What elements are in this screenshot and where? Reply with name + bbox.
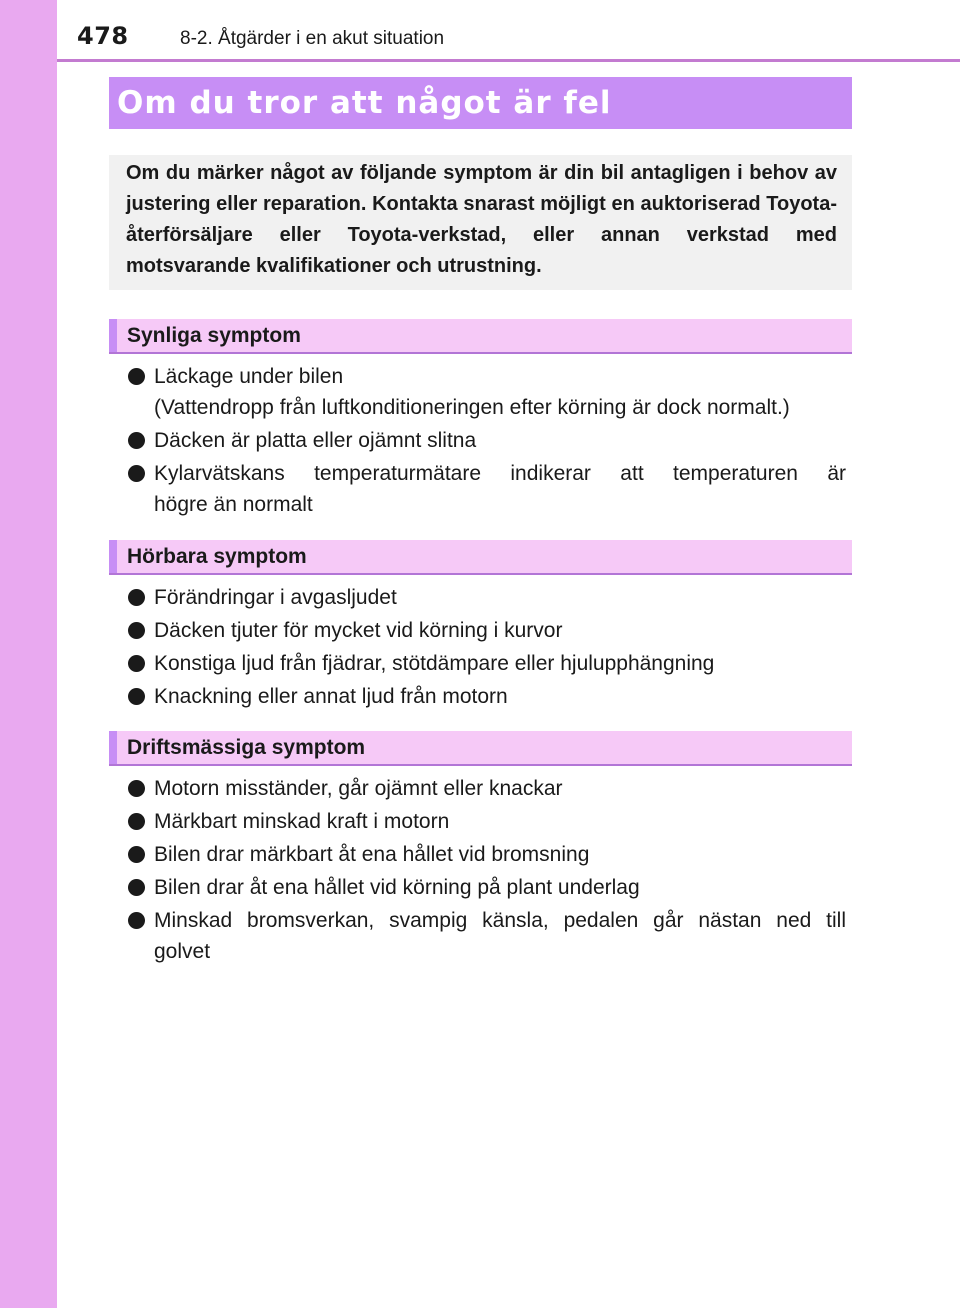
section-heading-audible-symptoms xyxy=(109,540,852,575)
bullet-icon xyxy=(128,589,145,606)
list-item xyxy=(128,806,846,837)
bullet-icon xyxy=(128,846,145,863)
bullet-icon xyxy=(128,879,145,896)
section-heading-label: Driftsmässiga symptom xyxy=(127,736,366,759)
list-item-text-continued: golvet xyxy=(154,940,211,963)
visible-symptoms-list xyxy=(128,361,846,522)
list-item-text: Bilen drar märkbart åt ena hållet vid bromsning xyxy=(154,843,590,866)
list-item-text: Förändringar i avgasljudet xyxy=(154,586,397,609)
list-item-text-continued: (Vattendropp från luftkonditioneringen efter körning är dock normalt.) xyxy=(154,396,790,419)
section-heading-visible-symptoms xyxy=(109,319,852,354)
list-item xyxy=(128,839,846,870)
list-item-text-continued: högre än normalt xyxy=(154,493,313,516)
list-item-text: Konstiga ljud från fjädrar, stötdämpare eller hjulupphängning xyxy=(154,652,715,675)
page-title-bar xyxy=(109,77,852,129)
intro-box xyxy=(109,155,852,290)
header-divider xyxy=(57,59,960,62)
section-heading-label: Synliga symptom xyxy=(127,324,301,347)
page-title: Om du tror att något är fel xyxy=(117,85,612,121)
bullet-icon xyxy=(128,368,145,385)
list-item xyxy=(128,615,846,646)
bullet-icon xyxy=(128,432,145,449)
bullet-icon xyxy=(128,688,145,705)
list-item xyxy=(128,905,846,967)
side-color-strip xyxy=(0,0,57,1308)
bullet-icon xyxy=(128,465,145,482)
section-path: 8-2. Åtgärder i en akut situation xyxy=(180,28,445,49)
bullet-icon xyxy=(128,622,145,639)
section-heading-operational-symptoms xyxy=(109,731,852,766)
bullet-icon xyxy=(128,912,145,929)
list-item xyxy=(128,773,846,804)
list-item xyxy=(128,425,846,456)
list-item-text: Märkbart minskad kraft i motorn xyxy=(154,810,450,833)
intro-text: Om du märker något av följande symptom är din bil antagligen i behov av justering eller reparation. Kontakta snarast möjligt en auktoriserad Toyota-återförsäljare eller Toyota-verkstad, eller annan verkstad med motsvarande kvalifikationer och utrustning. xyxy=(126,162,837,277)
list-item xyxy=(128,648,846,679)
bullet-icon xyxy=(128,813,145,830)
page-number: 478 xyxy=(77,22,129,50)
bullet-icon xyxy=(128,655,145,672)
list-item xyxy=(128,458,846,520)
list-item-text: Knackning eller annat ljud från motorn xyxy=(154,685,508,708)
list-item-text: Bilen drar åt ena hållet vid körning på plant underlag xyxy=(154,876,640,899)
list-item xyxy=(128,681,846,712)
operational-symptoms-list xyxy=(128,773,846,969)
list-item-text: Läckage under bilen xyxy=(154,365,344,388)
bullet-icon xyxy=(128,780,145,797)
audible-symptoms-list xyxy=(128,582,846,714)
section-heading-label: Hörbara symptom xyxy=(127,545,307,568)
list-item-text: Minskad bromsverkan, svampig känsla, pedalen går nästan ned till xyxy=(154,909,846,932)
list-item-text: Däcken tjuter för mycket vid körning i kurvor xyxy=(154,619,563,642)
list-item-text: Motorn misständer, går ojämnt eller knackar xyxy=(154,777,563,800)
list-item-text: Kylarvätskans temperaturmätare indikerar att temperaturen är xyxy=(154,462,846,485)
list-item xyxy=(128,582,846,613)
list-item xyxy=(128,361,846,423)
list-item-text: Däcken är platta eller ojämnt slitna xyxy=(154,429,477,452)
list-item xyxy=(128,872,846,903)
